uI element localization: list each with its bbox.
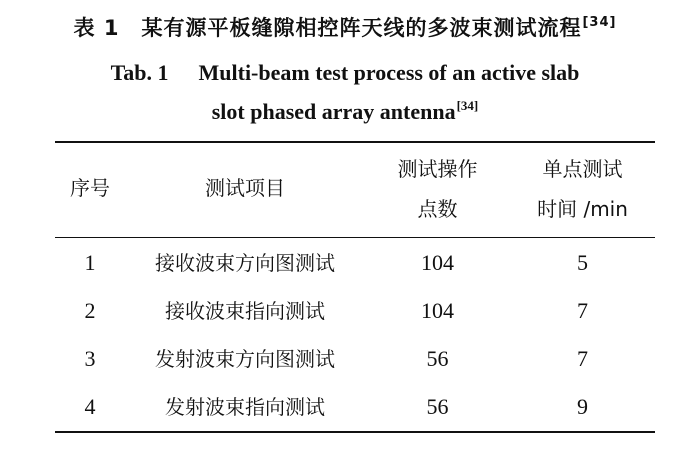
header-operation-points-line1: 测试操作 — [397, 157, 478, 181]
citation-reference-cn: [34] — [582, 15, 617, 30]
row-test-item: 接收波束指向测试 — [165, 299, 325, 323]
table-title-en-line1: Multi-beam test process of an active slab — [198, 60, 580, 85]
row-single-point-time: 7 — [577, 298, 588, 323]
table-bottom-rule — [55, 431, 655, 433]
row-test-item: 发射波束方向图测试 — [155, 347, 335, 371]
row-test-item: 发射波束指向测试 — [165, 395, 325, 419]
table-title-cn: 某有源平板缝隙相控阵天线的多波束测试流程 — [141, 16, 582, 40]
citation-reference-en: [34] — [456, 98, 479, 113]
row-single-point-time: 5 — [577, 250, 588, 275]
header-test-item: 测试项目 — [205, 176, 285, 200]
row-index: 2 — [84, 298, 96, 323]
row-index: 3 — [84, 346, 96, 371]
header-single-point-time-line2: 时间 /min — [537, 197, 628, 221]
table-top-rule — [55, 141, 655, 143]
header-operation-points-line2: 点数 — [417, 197, 458, 221]
table-number-en: Tab. 1 — [110, 60, 169, 85]
row-index: 1 — [84, 250, 96, 275]
header-single-point-time-line1: 单点测试 — [542, 157, 623, 181]
row-index: 4 — [84, 394, 96, 419]
table-title-en-line2: slot phased array antenna — [211, 99, 456, 124]
row-operation-points: 56 — [426, 394, 449, 419]
row-single-point-time: 7 — [577, 346, 588, 371]
row-test-item: 接收波束方向图测试 — [155, 251, 335, 275]
table-caption-english-line1 — [0, 58, 690, 88]
row-operation-points: 56 — [426, 346, 449, 371]
table-number-cn: 表 1 — [73, 16, 120, 40]
table-caption-chinese — [0, 14, 690, 42]
row-single-point-time: 9 — [577, 394, 588, 419]
header-index: 序号 — [70, 176, 110, 200]
row-operation-points: 104 — [421, 298, 454, 323]
row-operation-points: 104 — [421, 250, 454, 275]
table-caption-english-line2 — [0, 97, 690, 127]
table-header-rule — [55, 237, 655, 238]
